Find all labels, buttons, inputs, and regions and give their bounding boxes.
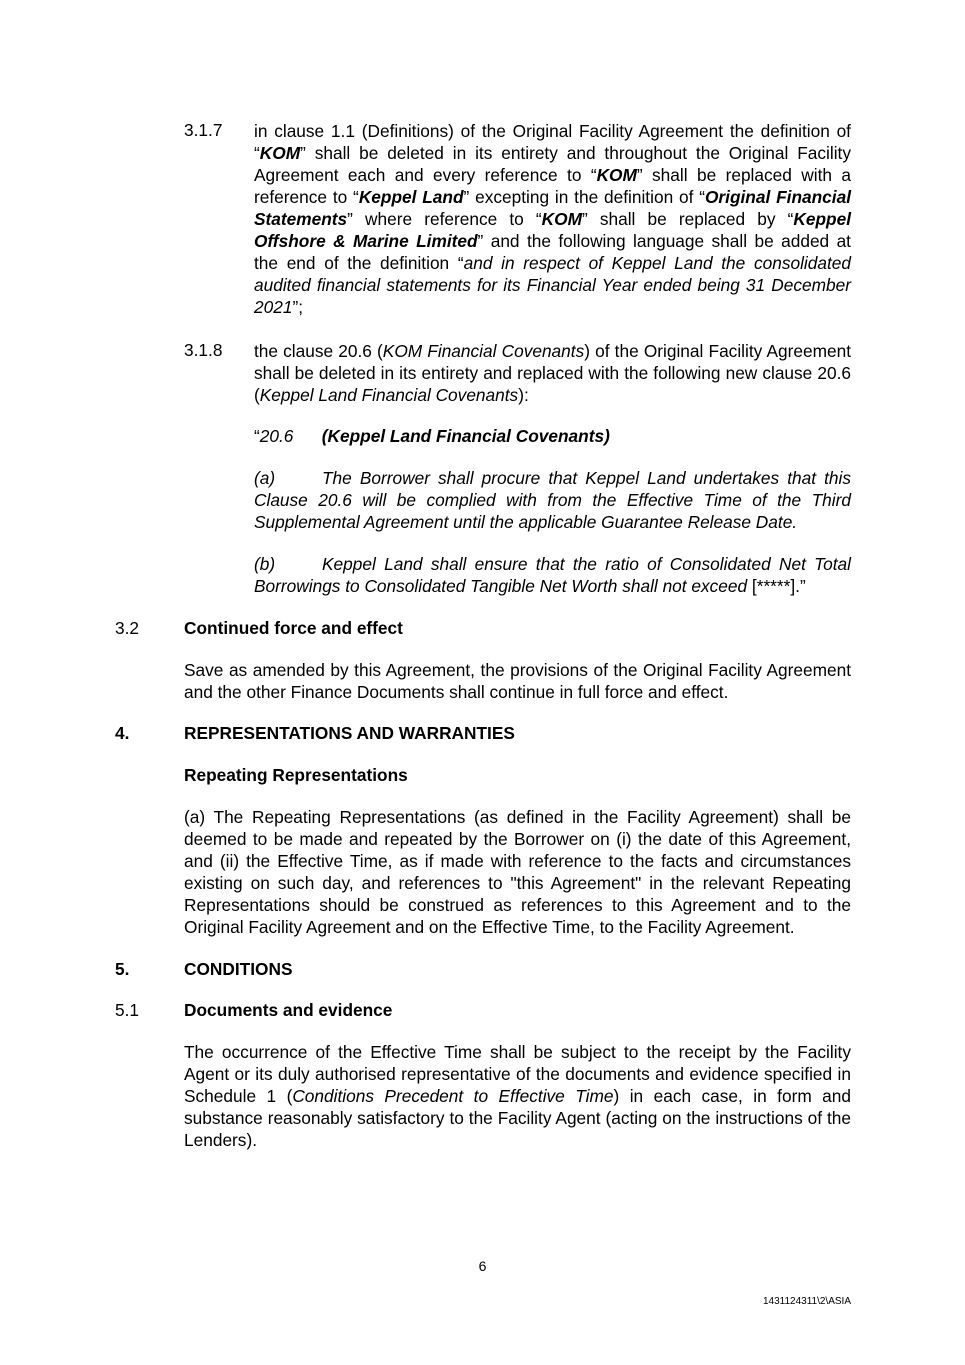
document-reference: 1431124311\2\ASIA bbox=[762, 1296, 851, 1307]
clause-3-2-heading: Continued force and effect bbox=[184, 618, 403, 638]
clause-3-1-7-text: in clause 1.1 (Definitions) of the Original Facility Agreement the definition of “KOM” shall be deleted in its entirety and throughout the Original Facility Agreement each and every reference to “KOM” shall be replaced with a reference to “Keppel Land” excepting in the definition of “Original Financial Statements” where reference to “KOM” shall be replaced by “Keppel Offshore & Marine Limited” and the following language shall be added at the end of the definition “and in respect of Keppel Land the consolidated audited financial statements for its Financial Year ended being 31 December 2021”; bbox=[254, 121, 851, 317]
clause-5-1-body: The occurrence of the Effective Time shall be subject to the receipt by the Facility Agent or its duly authorised representative of the documents and evidence specified in Schedule 1 (Conditions Precedent to Effective Time) in each case, in form and substance reasonably satisfactory to the Facility Agent (acting on the instructions of the Lenders). bbox=[184, 1042, 852, 1150]
clause-20-6-b: (b) Keppel Land shall ensure that the ratio of Consolidated Net Total Borrowings to Consolidated Tangible Net Worth shall not exceed [*****].” bbox=[254, 554, 851, 596]
section-5-number: 5. bbox=[115, 959, 130, 979]
section-5-heading: CONDITIONS bbox=[184, 959, 293, 979]
clause-20-6-heading: “20.6 (Keppel Land Financial Covenants) bbox=[254, 426, 610, 446]
term-original-financial-statements: Original Financial Statements bbox=[254, 187, 851, 229]
clause-3-1-8-text: the clause 20.6 (KOM Financial Covenants) of the Original Facility Agreement shall be deleted in its entirety and replaced with the following new clause 20.6 (Keppel Land Financial Covenants): bbox=[254, 341, 851, 405]
clause-3-1-7-number: 3.1.7 bbox=[184, 120, 223, 140]
term-keppel-offshore: Keppel Offshore & Marine Limited bbox=[254, 209, 851, 251]
clause-5-1-number: 5.1 bbox=[115, 1000, 140, 1020]
repeating-representations-heading: Repeating Representations bbox=[184, 765, 408, 785]
added-definition-language: and in respect of Keppel Land the consolidated audited financial statements for its Financial Year ended being 31 December 2021 bbox=[254, 253, 851, 317]
clause-3-2-body: Save as amended by this Agreement, the provisions of the Original Facility Agreement and the other Finance Documents shall continue in full force and effect. bbox=[184, 660, 851, 702]
clause-20-6-a: (a) The Borrower shall procure that Keppel Land undertakes that this Clause 20.6 will be complied with from the Effective Time of the Third Supplemental Agreement until the applicable Guarantee Release Date. bbox=[254, 468, 851, 532]
repeating-representations-body: (a) The Repeating Representations (as defined in the Facility Agreement) shall be deemed to be made and repeated by the Borrower on (i) the date of this Agreement, and (ii) the Effective Time, as if made with reference to the facts and circumstances existing on such day, and references to "this Agreement" in the relevant Repeating Representations should be construed as references to this Agreement and to the Original Facility Agreement and on the Effective Time, to the Facility Agreement. bbox=[184, 807, 851, 937]
section-4-number: 4. bbox=[115, 723, 130, 743]
term-keppel-land: Keppel Land bbox=[358, 187, 464, 207]
clause-3-2-number: 3.2 bbox=[115, 618, 140, 638]
page-number: 6 bbox=[478, 1258, 487, 1274]
section-4-heading: REPRESENTATIONS AND WARRANTIES bbox=[184, 723, 515, 743]
clause-3-1-8-number: 3.1.8 bbox=[184, 340, 223, 360]
clause-5-1-heading: Documents and evidence bbox=[184, 1000, 393, 1020]
term-kom: KOM bbox=[259, 143, 301, 163]
